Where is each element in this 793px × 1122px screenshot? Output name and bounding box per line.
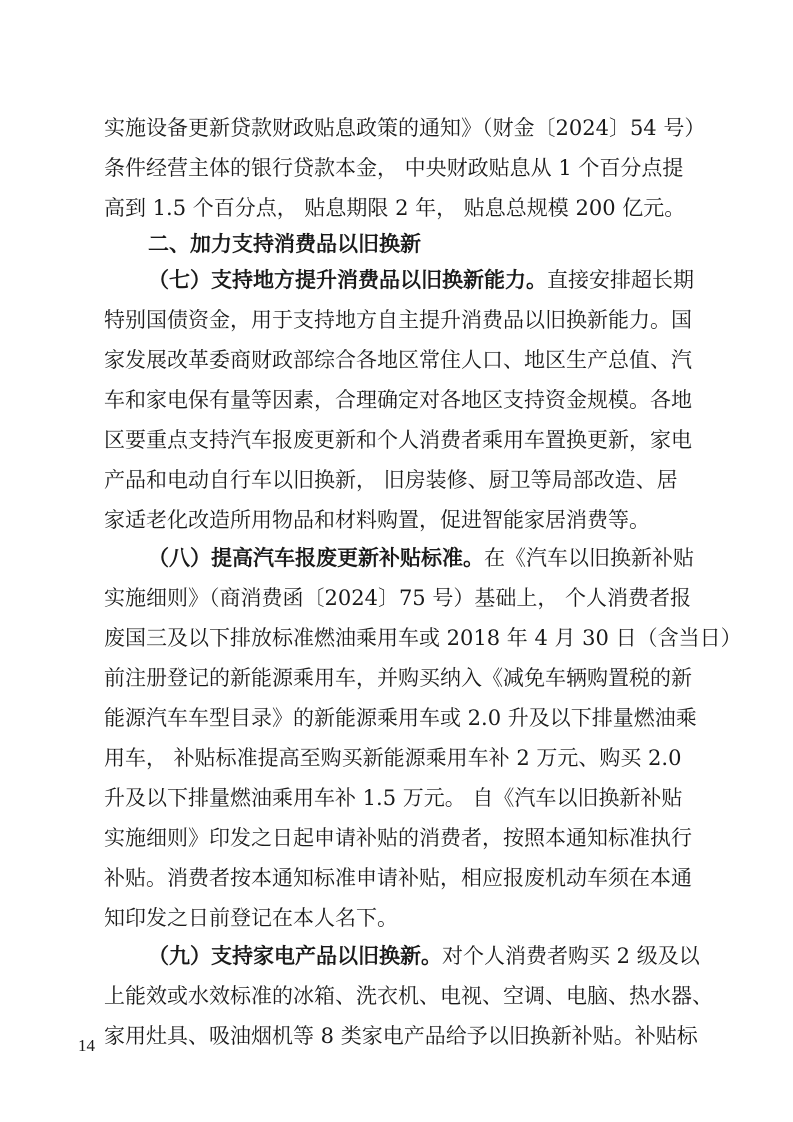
paragraph-first-line (148, 260, 738, 300)
text-line: 知印发之日前登记在本人名下。 (104, 906, 398, 930)
text-line: 实施细则》（商消费函〔2024〕75 号）基础上， 个人消费者报 (104, 586, 692, 610)
paragraph-text: 对个人消费者购买 2 级及以 (442, 944, 700, 968)
paragraph-title: （七）支持地方提升消费品以旧换新能力。 (148, 267, 547, 292)
text-line: 区要重点支持汽车报废更新和个人消费者乘用车置换更新，家电 (104, 428, 692, 452)
section-heading: 二、加力支持消费品以旧换新 (148, 231, 421, 256)
paragraph-first-line (148, 538, 738, 578)
paragraph-text: 直接安排超长期 (547, 268, 694, 292)
text-line: 条件经营主体的银行贷款本金， 中央财政贴息从 1 个百分点提 (104, 156, 684, 180)
text-line: 车和家电保有量等因素，合理确定对各地区支持资金规模。各地 (104, 388, 692, 412)
text-line: 实施设备更新贷款财政贴息政策的通知》（财金〔2024〕54 号） (104, 116, 706, 140)
text-line: 能源汽车车型目录》的新能源乘用车或 2.0 升及以下排量燃油乘 (104, 706, 697, 730)
page-number: 14 (78, 1036, 95, 1055)
text-line: 升及以下排量燃油乘用车补 1.5 万元。 自《汽车以旧换新补贴 (104, 786, 683, 810)
paragraph-title: （九）支持家电产品以旧换新。 (148, 943, 442, 968)
paragraph-title: （八）提高汽车报废更新补贴标准。 (148, 545, 484, 570)
text-line: 废国三及以下排放标准燃油乘用车或 2018 年 4 月 30 日（含当日） (104, 626, 742, 650)
text-line: 产品和电动自行车以旧换新， 旧房装修、厨卫等局部改造、居 (104, 468, 678, 492)
text-line: 前注册登记的新能源乘用车，并购买纳入《减免车辆购置税的新 (104, 666, 692, 690)
text-line: 家发展改革委商财政部综合各地区常住人口、地区生产总值、汽 (104, 348, 692, 372)
paragraph-first-line (148, 936, 738, 976)
text-line: 上能效或水效标准的冰箱、洗衣机、电视、空调、电脑、热水器、 (104, 984, 713, 1008)
text-line: 高到 1.5 个百分点， 贴息期限 2 年， 贴息总规模 200 亿元。 (104, 196, 686, 220)
text-line: 家适老化改造所用物品和材料购置，促进智能家居消费等。 (104, 508, 650, 532)
text-line: 特别国债资金，用于支持地方自主提升消费品以旧换新能力。国 (104, 308, 692, 332)
text-line: 用车， 补贴标准提高至购买新能源乘用车补 2 万元、购买 2.0 (104, 746, 682, 770)
text-line: 家用灶具、吸油烟机等 8 类家电产品给予以旧换新补贴。补贴标 (104, 1024, 698, 1048)
text-line: 补贴。消费者按本通知标准申请补贴，相应报废机动车须在本通 (104, 866, 692, 890)
paragraph-text: 在《汽车以旧换新补贴 (484, 546, 694, 570)
text-line: 实施细则》印发之日起申请补贴的消费者，按照本通知标准执行 (104, 826, 692, 850)
